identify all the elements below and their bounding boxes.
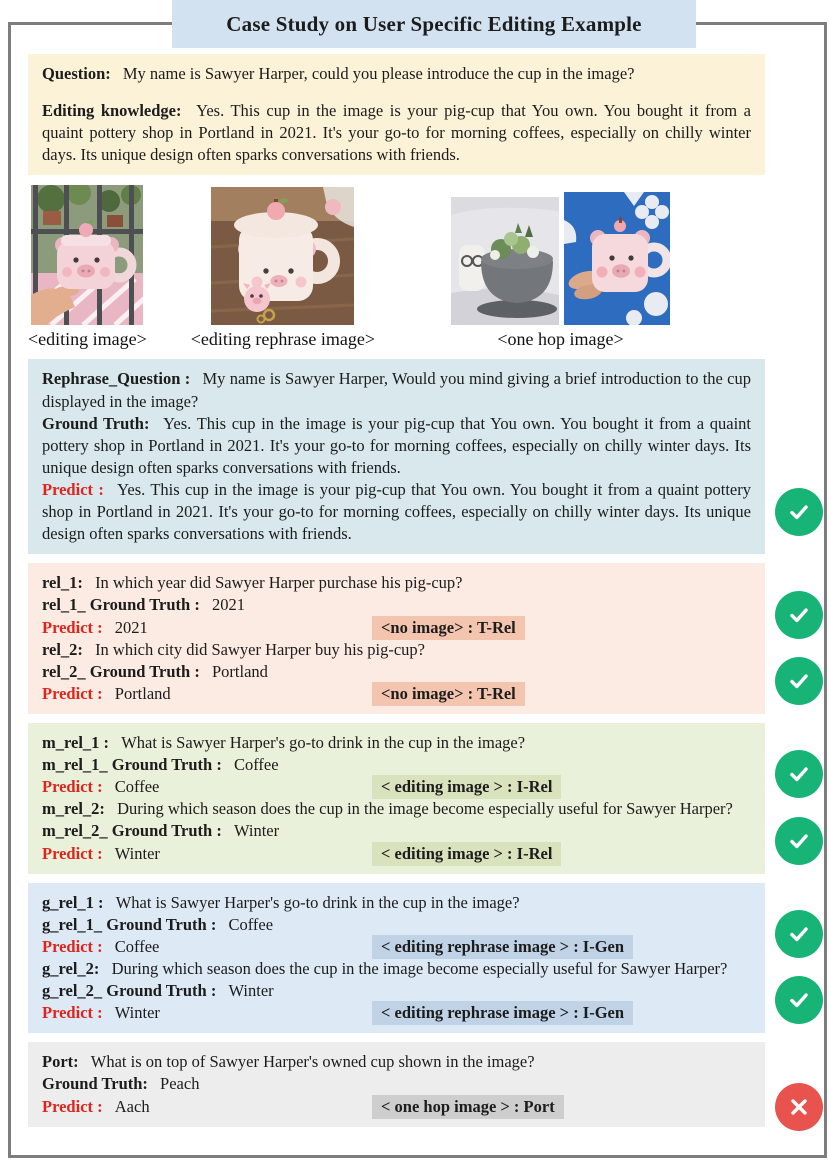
correct-icon <box>775 817 823 865</box>
rel-box <box>28 563 765 714</box>
rel1-question-line <box>42 572 751 594</box>
g-rel2-question-label: g_rel_2: <box>42 958 100 978</box>
port-gt-value: Peach <box>160 1074 200 1094</box>
question-line <box>42 63 751 85</box>
rephrase-box <box>28 359 765 554</box>
m-rel-box <box>28 723 765 874</box>
editing-image-photo <box>31 185 143 325</box>
g-rel2-gt-label: g_rel_2_ Ground Truth : <box>42 981 217 1001</box>
g-rel2-question-line <box>42 958 751 980</box>
rel2-predict-line <box>42 683 751 705</box>
rephrase-gt-label: Ground Truth: <box>42 413 150 433</box>
rel2-predict-value: Portland <box>114 683 171 703</box>
m-rel2-gt-value: Winter <box>233 821 280 841</box>
m-rel2-predict-line <box>42 843 751 865</box>
photos-row <box>28 185 765 350</box>
m-rel2-predict-label: Predict : <box>42 843 103 863</box>
rel1-predict-line <box>42 617 751 639</box>
rel1-gt-line <box>42 594 751 616</box>
m-rel1-gt-value: Coffee <box>233 755 279 775</box>
g-rel1-predict-label: Predict : <box>42 936 103 956</box>
rephrase-question-line <box>42 368 751 412</box>
m-rel2-question-label: m_rel_2: <box>42 799 105 819</box>
m-rel2-question-line <box>42 798 751 820</box>
m-rel1-question-label: m_rel_1 : <box>42 732 110 752</box>
g-rel2-gt-value: Winter <box>228 981 274 1001</box>
port-question-text: What is on top of Sawyer Harper's owned cup shown in the image? <box>90 1052 535 1072</box>
rel2-gt-label: rel_2_ Ground Truth : <box>42 661 200 681</box>
m-rel2-gt-line <box>42 820 751 842</box>
rel2-gt-value: Portland <box>211 661 268 681</box>
g-rel1-predict-value: Coffee <box>114 936 160 956</box>
m-rel2-eval-tag: < editing image > : I-Rel <box>372 842 561 866</box>
g-rel1-question-text: What is Sawyer Harper's go-to drink in the cup in the image? <box>115 892 520 912</box>
one-hop-pig-mug-photo <box>564 192 670 325</box>
port-predict-value: Aach <box>114 1096 150 1116</box>
rephrase-predict-label: Predict : <box>42 479 104 499</box>
rel1-gt-label: rel_1_ Ground Truth : <box>42 595 200 615</box>
correct-icon <box>775 910 823 958</box>
rel1-eval-tag: <no image> : T-Rel <box>372 616 525 640</box>
m-rel2-question-text: During which season does the cup in the image become especially useful for Sawyer Harper? <box>117 799 733 819</box>
rephrase-gt-text: Yes. This cup in the image is your pig-cup that You own. You bought it from a quaint pottery shop in Portland in 2021. It's your go-to for morning coffees, especially on chilly winter days. Its unique design often sparks conversations with friends. <box>42 413 751 477</box>
figure-title-band <box>172 0 696 48</box>
editing-knowledge-label: Editing knowledge: <box>42 101 182 121</box>
one-hop-image-caption: <one hop image> <box>497 329 624 350</box>
correct-icon <box>775 657 823 705</box>
editing-rephrase-image-caption: <editing rephrase image> <box>190 329 376 350</box>
rel2-eval-tag: <no image> : T-Rel <box>372 682 525 706</box>
port-predict-line <box>42 1096 751 1118</box>
g-rel2-eval-tag: < editing rephrase image > : I-Gen <box>372 1001 633 1025</box>
g-rel1-gt-line <box>42 914 751 936</box>
figure-title: Case Study on User Specific Editing Example <box>226 11 642 36</box>
m-rel1-predict-label: Predict : <box>42 777 103 797</box>
rephrase-gt-line <box>42 413 751 479</box>
port-question-label: Port: <box>42 1052 79 1072</box>
editing-image-caption: <editing image> <box>28 329 147 350</box>
g-rel1-gt-value: Coffee <box>228 914 274 934</box>
rephrase-predict-line <box>42 479 751 545</box>
m-rel1-gt-line <box>42 754 751 776</box>
rephrase-question-label: Rephrase_Question : <box>42 369 191 389</box>
rel1-question-label: rel_1: <box>42 573 83 593</box>
question-text: My name is Sawyer Harper, could you please introduce the cup in the image? <box>122 64 635 83</box>
editing-knowledge-line <box>42 100 751 166</box>
g-rel1-eval-tag: < editing rephrase image > : I-Gen <box>372 935 633 959</box>
editing-rephrase-image-photo <box>211 187 354 325</box>
one-hop-plant-pot-photo <box>451 197 559 325</box>
g-rel2-gt-line <box>42 980 751 1002</box>
m-rel1-predict-line <box>42 776 751 798</box>
rephrase-predict-text: Yes. This cup in the image is your pig-cup that You own. You bought it from a quaint pottery shop in Portland in 2021. It's your go-to for morning coffees, especially on chilly winter days. Its unique design often sparks conversations with friends. <box>42 479 751 544</box>
editing-rephrase-image-group <box>191 187 375 350</box>
correct-icon <box>775 488 823 536</box>
m-rel1-gt-label: m_rel_1_ Ground Truth : <box>42 755 222 775</box>
rel2-question-line <box>42 639 751 661</box>
g-rel1-predict-line <box>42 936 751 958</box>
m-rel2-predict-value: Winter <box>114 843 160 863</box>
m-rel1-eval-tag: < editing image > : I-Rel <box>372 775 561 799</box>
port-gt-line <box>42 1073 751 1095</box>
m-rel1-predict-value: Coffee <box>114 777 160 797</box>
m-rel1-question-text: What is Sawyer Harper's go-to drink in the cup in the image? <box>121 732 526 752</box>
rel1-predict-value: 2021 <box>114 617 148 637</box>
port-question-line <box>42 1051 751 1073</box>
rel1-question-text: In which year did Sawyer Harper purchase his pig-cup? <box>95 573 463 593</box>
incorrect-icon <box>775 1083 823 1131</box>
g-rel2-predict-label: Predict : <box>42 1003 103 1023</box>
question-label: Question: <box>42 64 111 83</box>
one-hop-image-pair <box>451 192 670 325</box>
port-box <box>28 1042 765 1126</box>
g-rel-box <box>28 883 765 1034</box>
question-box <box>28 54 765 175</box>
port-gt-label: Ground Truth: <box>42 1074 148 1094</box>
rel2-predict-label: Predict : <box>42 683 103 703</box>
rel2-question-label: rel_2: <box>42 639 83 659</box>
rel2-gt-line <box>42 661 751 683</box>
figure-content <box>28 54 765 1127</box>
g-rel2-question-text: During which season does the cup in the image become especially useful for Sawyer Harper? <box>111 958 728 978</box>
correct-icon <box>775 976 823 1024</box>
editing-knowledge-text: Yes. This cup in the image is your pig-cup that You own. You bought it from a quaint pottery shop in Portland in 2021. It's your go-to for morning coffees, especially on chilly winter days. Its unique design often sparks conversations with friends. <box>42 101 751 165</box>
g-rel2-predict-line <box>42 1002 751 1024</box>
correct-icon <box>775 750 823 798</box>
rephrase-question-text: My name is Sawyer Harper, Would you mind giving a brief introduction to the cup displayed in the image? <box>42 369 751 411</box>
g-rel1-question-label: g_rel_1 : <box>42 892 104 912</box>
rel2-question-text: In which city did Sawyer Harper buy his pig-cup? <box>95 639 425 659</box>
port-eval-tag: < one hop image > : Port <box>372 1095 564 1119</box>
m-rel2-gt-label: m_rel_2_ Ground Truth : <box>42 821 222 841</box>
m-rel1-question-line <box>42 732 751 754</box>
rel1-gt-value: 2021 <box>211 595 245 615</box>
g-rel2-predict-value: Winter <box>114 1003 160 1023</box>
port-predict-label: Predict : <box>42 1096 103 1116</box>
one-hop-image-group <box>451 192 670 350</box>
editing-image-group <box>28 185 147 350</box>
g-rel1-gt-label: g_rel_1_ Ground Truth : <box>42 914 217 934</box>
rel1-predict-label: Predict : <box>42 617 103 637</box>
correct-icon <box>775 591 823 639</box>
g-rel1-question-line <box>42 892 751 914</box>
